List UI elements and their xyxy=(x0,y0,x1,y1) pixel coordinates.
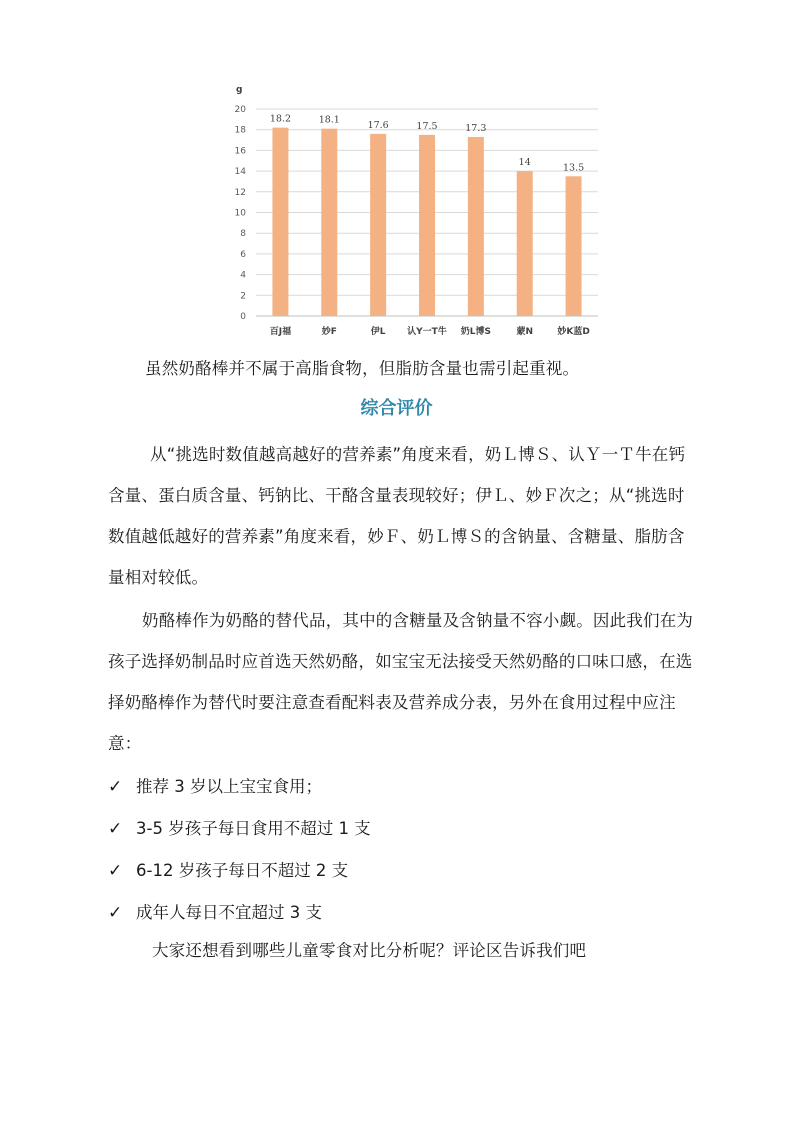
bar xyxy=(370,134,386,316)
y-tick-label: 14 xyxy=(234,167,246,178)
data-label: 17.5 xyxy=(416,120,438,132)
bar xyxy=(566,176,582,316)
checklist-item-text: 成年人每日不宜超过 3 支 xyxy=(136,903,322,922)
data-label: 17.6 xyxy=(367,119,389,131)
bar xyxy=(468,137,484,316)
advice-checklist xyxy=(108,766,371,934)
checklist-item xyxy=(108,766,371,808)
check-icon: ✓ xyxy=(108,777,123,797)
y-tick-label: 0 xyxy=(240,312,246,322)
bar xyxy=(517,171,533,316)
evaluation-paragraph: 从“挑选时数值越高越好的营养素”角度来看，奶Ｌ博Ｓ、认Ｙ一Ｔ牛在钙含量、蛋白质含量、钙钠比、干酪含量表现较好；伊Ｌ、妙Ｆ次之；从“挑选时数值越低越好的营养素”角度来看，妙Ｆ、奶Ｌ博Ｓ的含钠量、含糖量、脂肪含量相对较低。 xyxy=(108,445,686,587)
y-axis-unit-label: g xyxy=(236,85,243,95)
y-tick-label: 6 xyxy=(240,249,246,260)
y-tick-label: 2 xyxy=(240,291,246,302)
x-category-label: 妙K蓝D xyxy=(557,327,590,337)
checklist-item xyxy=(108,892,371,934)
x-category-label: 蒙N xyxy=(516,327,533,337)
bar-chart xyxy=(226,80,608,342)
check-icon: ✓ xyxy=(108,819,123,839)
x-category-label: 认Y一T牛 xyxy=(407,327,447,337)
checklist-item xyxy=(108,850,371,892)
y-tick-label: 10 xyxy=(234,208,246,219)
data-label: 18.1 xyxy=(318,114,340,126)
bar xyxy=(321,129,337,316)
checklist-item-text: 6-12 岁孩子每日不超过 2 支 xyxy=(136,861,349,880)
fat-note-text: 虽然奶酪棒并不属于高脂食物，但脂肪含量也需引起重视。 xyxy=(145,359,580,378)
closing-text: 大家还想看到哪些儿童零食对比分析呢？评论区告诉我们吧 xyxy=(152,941,587,960)
data-label: 17.3 xyxy=(465,122,487,134)
checklist-item-text: 3-5 岁孩子每日食用不超过 1 支 xyxy=(136,819,371,838)
x-category-label: 奶L博S xyxy=(460,327,491,337)
y-tick-label: 16 xyxy=(234,146,246,157)
checklist-item-text: 推荐 3 岁以上宝宝食用； xyxy=(136,777,322,796)
check-icon: ✓ xyxy=(108,861,123,881)
y-tick-label: 12 xyxy=(234,187,246,198)
advice-paragraph: 奶酪棒作为奶酪的替代品，其中的含糖量及含钠量不容小觑。因此我们在为孩子选择奶制品时应首选天然奶酪，如宝宝无法接受天然奶酪的口味口感，在选择奶酪棒作为替代时要注意查看配料表及营养成分表，另外在食用过程中应注意： xyxy=(108,611,694,753)
y-tick-label: 20 xyxy=(234,105,246,115)
data-label: 13.5 xyxy=(562,162,585,174)
x-category-label: 百J福 xyxy=(269,327,292,337)
bar xyxy=(272,128,288,316)
y-tick-label: 18 xyxy=(234,125,246,136)
y-tick-label: 4 xyxy=(240,270,246,281)
x-category-label: 妙F xyxy=(321,327,337,337)
y-tick-label: 8 xyxy=(240,229,246,240)
checklist-item xyxy=(108,808,371,850)
check-icon: ✓ xyxy=(108,903,123,923)
data-label: 18.2 xyxy=(269,113,292,125)
section-title: 综合评价 xyxy=(360,398,433,419)
data-label: 14 xyxy=(518,157,531,169)
x-category-label: 伊L xyxy=(370,327,386,337)
bar xyxy=(419,135,435,316)
